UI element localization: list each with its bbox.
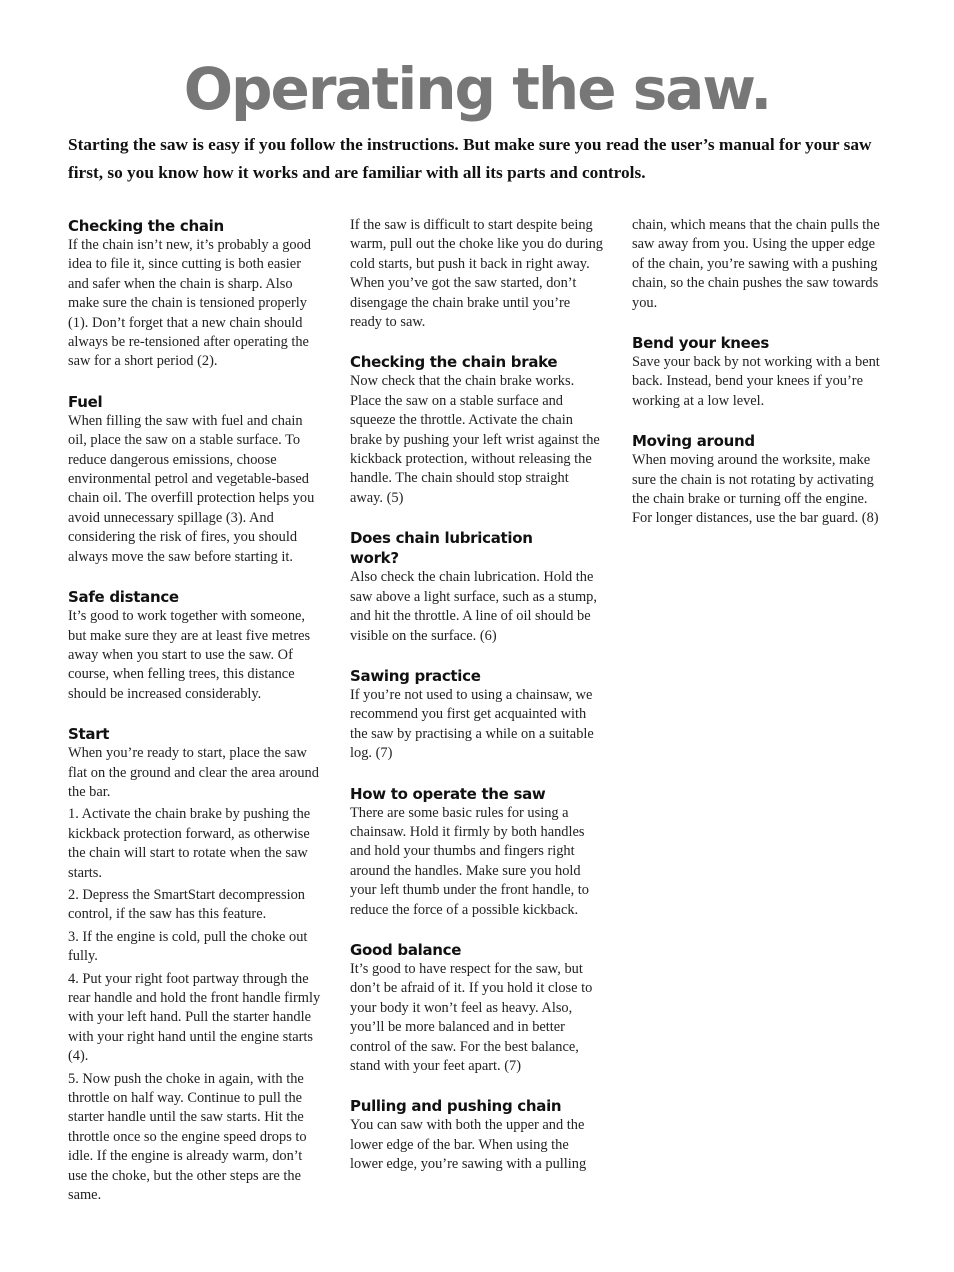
column-2 [350, 216, 605, 1195]
section-pulling-pushing-continued [632, 216, 887, 313]
section-body: There are some basic rules for using a chainsaw. Hold it firmly by both handles and hold your thumbs and fingers right around the handles. Make sure you hold your left thumb under the front handle, to reduce the force of a possible kickback. [350, 804, 589, 918]
section-body: It’s good to work together with someone, but make sure they are at least five metres away when you start to use the saw. Of course, when felling trees, this distance should be increased considerably. [68, 608, 311, 702]
section-checking-the-chain [68, 216, 323, 372]
section-start-continued [350, 216, 605, 332]
section-safe-distance [68, 587, 323, 704]
section-bend-your-knees [632, 333, 887, 411]
section-body: If you’re not used to using a chainsaw, we recommend you first get acquainted with the saw by practising a while on a suitable log. (7) [350, 686, 594, 762]
section-heading: Moving around [632, 432, 755, 451]
section-heading: Sawing practice [350, 666, 481, 685]
section-heading: Checking the chain brake [350, 353, 558, 372]
section-body: If the chain isn’t new, it’s probably a good idea to file it, since cutting is both easier and safer when the chain is sharp. Also make sure the chain is tensioned properly (1). Don’t forget that a new chain should always be re-tensioned after operating the saw for a short period (2). [68, 237, 311, 370]
section-heading: Fuel [68, 392, 103, 411]
start-step-5: 5. Now push the choke in again, with the throttle on half way. Continue to pull the starter handle until the saw starts. Hit the throttle once so the engine speed drops to idle. If the engine is already warm, don’t use the choke, but the other steps are the same. [68, 1070, 307, 1204]
section-body: When moving around the worksite, make sure the chain is not rotating by activating the chain brake or turning off the engine. For longer distances, use the bar guard. (8) [632, 452, 879, 527]
section-body: If the saw is difficult to start despite being warm, pull out the choke like you do during cold starts, but push it back in right away. When you’ve got the saw started, don’t disengage the chain brake until you’re ready to saw. [350, 217, 603, 331]
start-step-3: 3. If the engine is cold, pull the choke out fully. [68, 928, 308, 965]
section-good-balance [350, 940, 605, 1076]
section-body: Save your back by not working with a bent back. Instead, bend your knees if you’re working at a low level. [632, 354, 880, 409]
section-heading: Bend your knees [632, 334, 770, 353]
section-body: You can saw with both the upper and the lower edge of the bar. When using the lower edge, you’re sawing with a pulling [350, 1117, 587, 1173]
section-body: chain, which means that the chain pulls the saw away from you. Using the upper edge of the chain, you’re sawing with a pushing chain, so the chain pushes the saw towards you. [632, 217, 880, 311]
start-step-4: 4. Put your right foot partway through the rear handle and hold the front handle firmly with your left hand. Pull the starter handle with your right hand until the engine starts (4). [68, 970, 321, 1065]
section-heading: Checking the chain [68, 217, 224, 235]
section-heading: Safe distance [68, 588, 179, 607]
start-step-2: 2. Depress the SmartStart decompression control, if the saw has this feature. [68, 886, 305, 923]
section-heading: Pulling and pushing chain [350, 1097, 562, 1116]
section-how-to-operate [350, 784, 605, 920]
section-body: When filling the saw with fuel and chain oil, place the saw on a stable surface. To reduce dangerous emissions, choose environmental petrol and vegetable-based chain oil. The overfill protection helps you avoid unnecessary spillage (3). And considering the risk of fires, you should always move the saw before starting it. [68, 412, 315, 565]
section-body: It’s good to have respect for the saw, but don’t be afraid of it. If you hold it close to your body it won’t feel as heavy. Also, you’ll be more balanced and in better control of the saw. For the best balance, stand with your feet apart. (7) [350, 960, 593, 1074]
section-pulling-pushing-chain [350, 1096, 605, 1174]
column-1 [68, 216, 323, 1225]
section-checking-the-chain-brake [350, 352, 605, 508]
section-sawing-practice [350, 666, 605, 764]
section-fuel [68, 392, 323, 567]
section-start [68, 724, 323, 1205]
section-chain-lubrication [350, 528, 605, 646]
start-step-1: 1. Activate the chain brake by pushing the kickback protection forward, as otherwise the chain will start to rotate when the saw starts. [68, 806, 311, 881]
section-moving-around [632, 431, 887, 529]
section-heading: How to operate the saw [350, 784, 546, 803]
section-body: When you’re ready to start, place the saw flat on the ground and clear the area around the bar. [68, 745, 319, 800]
section-heading: Good balance [350, 940, 462, 959]
section-heading: Does chain lubrication work? [350, 529, 533, 568]
page-title: Operating the saw. [183, 55, 771, 123]
intro-paragraph: Starting the saw is easy if you follow the instructions. But make sure you read the user’s manual for your saw first, so you know how it works and are familiar with all its parts and controls. [68, 135, 872, 182]
section-body: Also check the chain lubrication. Hold the saw above a light surface, such as a stump, and hit the throttle. A line of oil should be visible on the surface. (6) [350, 569, 597, 644]
section-heading: Start [68, 725, 110, 744]
section-body: Now check that the chain brake works. Place the saw on a stable surface and squeeze the throttle. Activate the chain brake by pushing your left wrist against the kickback protection, without releasing the handle. The chain should stop straight away. (5) [350, 373, 600, 506]
column-3 [632, 216, 887, 549]
